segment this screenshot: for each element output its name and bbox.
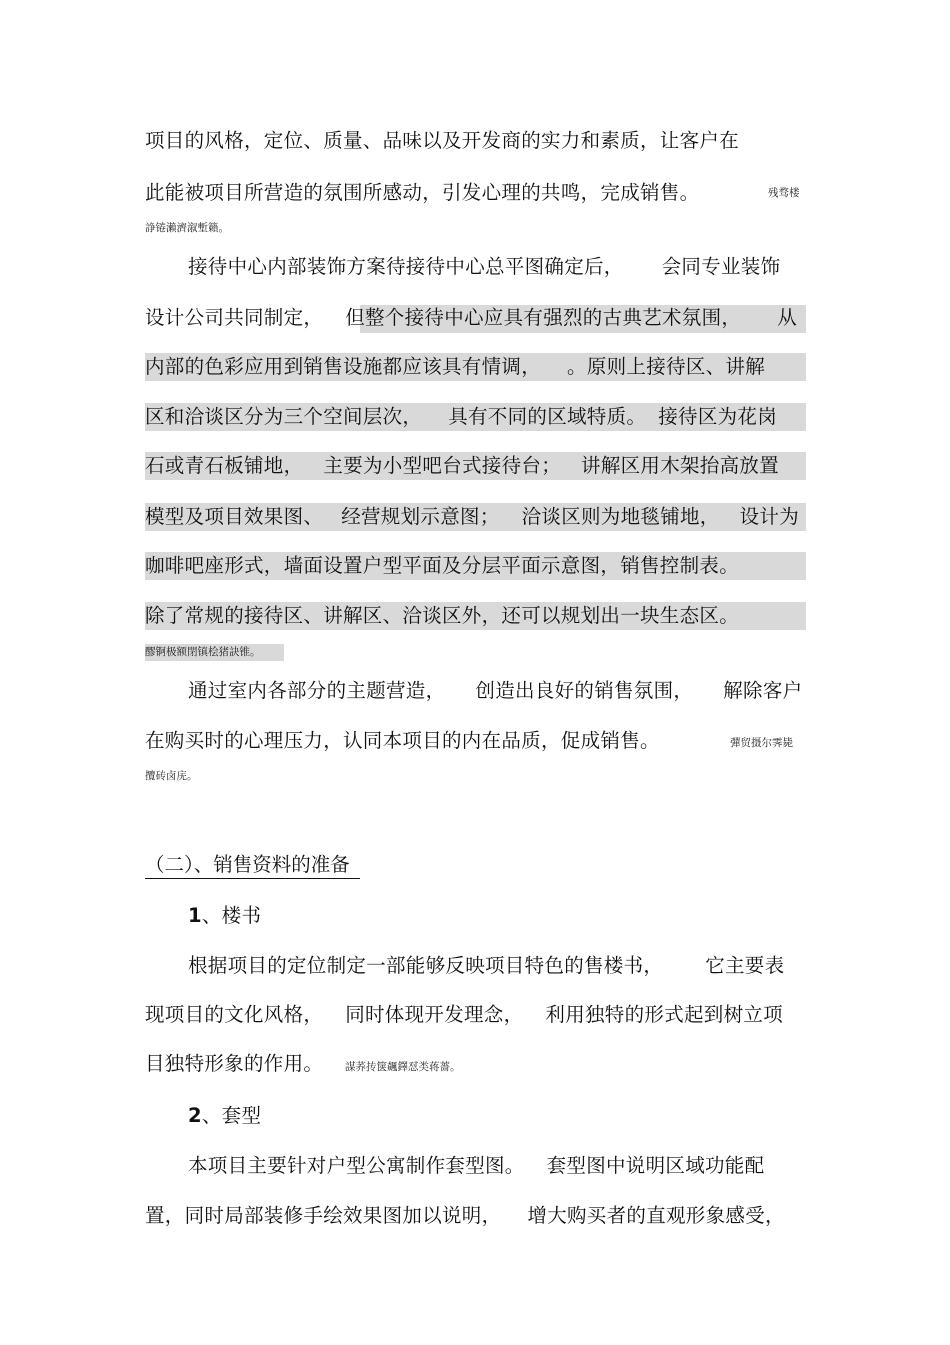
p2-line6c: 洽谈区则为地毯铺地，	[521, 505, 720, 528]
p3-line1c: 解除客户	[723, 679, 803, 702]
item2-line1a: 本项目主要针对户型公寓制作套型图。	[188, 1154, 525, 1177]
item1-line2	[145, 1002, 783, 1028]
p3-note2: 攬砖卤庑。	[145, 770, 198, 782]
item1-line2c: 利用独特的形式起到树立项	[545, 1003, 784, 1026]
item2-line2a: 置，同时局部装修手绘效果图加以说明，	[145, 1204, 502, 1227]
item1-line1a: 根据项目的定位制定一部能够反映项目特色的售楼书，	[188, 954, 664, 977]
p2-line1b: 会同专业装饰	[661, 255, 781, 278]
p3-line1	[188, 678, 802, 704]
p2-line6	[145, 504, 799, 530]
p1-line1: 项目的风格，定位、质量、品味以及开发商的实力和素质，让客户在	[145, 129, 740, 152]
p2-line5	[145, 453, 779, 479]
p2-line3a: 内部的色彩应用到销售设施都应该具有情调，	[145, 355, 542, 378]
p2-line4a: 区和洽谈区分为三个空间层次，	[145, 405, 423, 428]
p3-line2: 在购买时的心理压力，认同本项目的内在品质，促成销售。	[145, 729, 660, 752]
item1-note: 謀荞抟箧飆鐸怼类蒋薔。	[345, 1061, 461, 1073]
item1-title	[188, 903, 261, 929]
item2-title-text: 、套型	[201, 1104, 262, 1127]
p1-line2: 此能被项目所营造的氛围所感动，引发心理的共鸣，完成销售。	[145, 181, 700, 204]
p1-note2: 諍锩瀨濟溆塹籟。	[145, 222, 229, 234]
p2-line5b: 主要为小型吧台式接待台；	[323, 454, 562, 477]
p2-line6a: 模型及项目效果图、	[145, 505, 324, 528]
item1-line1b: 它主要表	[705, 954, 785, 977]
p2-line8: 除了常规的接待区、讲解区、洽谈区外，还可以规划出一块生态区。	[145, 604, 740, 627]
p2-line2a: 设计公司共同制定，	[145, 306, 324, 329]
item1-line2b: 同时体现开发理念，	[345, 1003, 524, 1026]
p2-line2c: 从	[777, 306, 798, 329]
item2-title	[188, 1103, 261, 1129]
item1-line1	[188, 953, 784, 979]
p2-line4b: 具有不同的区域特质。	[448, 405, 647, 428]
p2-line2b: 但整个接待中心应具有强烈的古典艺术氛围，	[345, 306, 742, 329]
p2-line6b: 经营规划示意图；	[341, 505, 500, 528]
p2-line1a: 接待中心内部装饰方案待接待中心总平图确定后，	[188, 255, 624, 278]
p2-line2	[145, 305, 797, 331]
item2-line2	[145, 1203, 785, 1229]
item1-number: 1	[188, 904, 202, 927]
item1-line2a: 现项目的文化风格，	[145, 1003, 324, 1026]
p2-line1	[188, 254, 780, 280]
p2-line5a: 石或青石板铺地，	[145, 454, 304, 477]
p2-line6d: 设计为	[739, 505, 800, 528]
item1-line3: 目独特形象的作用。	[145, 1052, 324, 1075]
item2-number: 2	[188, 1104, 202, 1127]
section-heading: （二）、销售资料的准备	[145, 852, 360, 879]
p2-line3	[145, 354, 765, 380]
p1-note1: 残骛楼	[768, 187, 800, 199]
item1-title-text: 、楼书	[201, 904, 262, 927]
p2-line3b: 。原则上接待区、讲解	[567, 355, 766, 378]
p3-line1b: 创造出良好的销售氛围，	[475, 679, 694, 702]
p2-line4	[145, 404, 777, 430]
item2-line1	[188, 1153, 764, 1179]
item2-line2b: 增大购买者的直观形象感受，	[527, 1204, 785, 1227]
p2-line4c: 接待区为花岗	[658, 405, 778, 428]
p2-line7: 咖啡吧座形式，墙面设置户型平面及分层平面示意图，销售控制表。	[145, 554, 740, 577]
p2-note: 醪锕极额閉镇桧猪訣锥。	[145, 646, 261, 658]
p2-line5c: 讲解区用木架抬高放置	[581, 454, 780, 477]
item2-line1b: 套型图中说明区域功能配	[546, 1154, 765, 1177]
p3-note1: 彈贸摄尔霁毙	[730, 737, 793, 749]
p3-line1a: 通过室内各部分的主题营造，	[188, 679, 446, 702]
